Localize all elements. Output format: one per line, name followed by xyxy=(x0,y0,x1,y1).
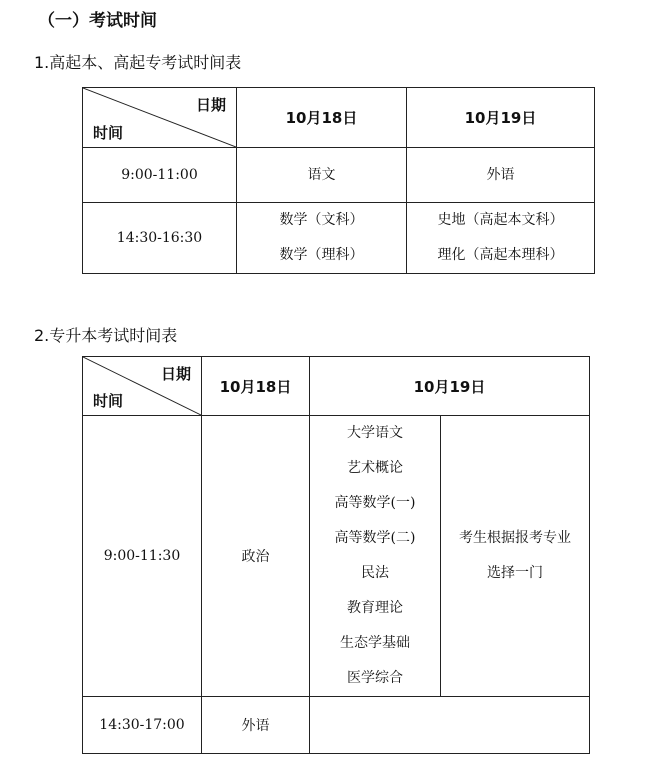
date-header-2: 10月19日 xyxy=(407,88,595,148)
subject-cell: 政治 xyxy=(202,416,310,697)
subject-text: 民法 xyxy=(361,565,389,581)
corner-header-cell xyxy=(83,88,237,148)
corner-date-label: 日期 xyxy=(160,365,191,383)
note-text: 考生根据报考专业 xyxy=(459,530,571,546)
subject-text: 数学（文科） xyxy=(279,212,364,228)
corner-header-cell xyxy=(83,357,202,416)
date-header-2: 10月19日 xyxy=(310,357,590,416)
subject-text: 教育理论 xyxy=(347,600,403,616)
date-header-1: 10月18日 xyxy=(202,357,310,416)
exam-schedule-table-1 xyxy=(82,87,595,274)
time-cell: 9:00-11:00 xyxy=(83,148,237,203)
subject-text: 语文 xyxy=(307,166,336,183)
subject-cell: 外语 xyxy=(202,697,310,754)
subject-text: 大学语文 xyxy=(347,425,403,441)
section-heading: （一）考试时间 xyxy=(38,11,157,31)
note-cell xyxy=(441,416,590,697)
exam-schedule-table-2 xyxy=(82,356,590,754)
subject-cell xyxy=(407,148,595,203)
time-cell: 14:30-17:00 xyxy=(83,697,202,754)
subject-list-cell xyxy=(310,416,441,697)
subject-text: 理化（高起本理科） xyxy=(437,247,564,263)
table1-title: 1.高起本、高起专考试时间表 xyxy=(34,53,242,72)
time-cell: 9:00-11:30 xyxy=(83,416,202,697)
empty-cell xyxy=(310,697,590,754)
subject-cell xyxy=(237,148,407,203)
corner-time-label: 时间 xyxy=(93,124,124,142)
time-cell: 14:30-16:30 xyxy=(83,203,237,274)
subject-text: 高等数学(一) xyxy=(334,495,416,511)
note-text: 选择一门 xyxy=(487,565,543,581)
subject-text: 数学（理科） xyxy=(279,247,364,263)
subject-text: 外语 xyxy=(486,166,515,183)
subject-cell xyxy=(407,203,595,274)
table2-title: 2.专升本考试时间表 xyxy=(34,326,178,345)
subject-cell xyxy=(237,203,407,274)
date-header-1: 10月18日 xyxy=(237,88,407,148)
subject-text: 史地（高起本文科） xyxy=(437,212,564,228)
corner-date-label: 日期 xyxy=(195,96,226,114)
subject-text: 医学综合 xyxy=(347,670,403,686)
corner-time-label: 时间 xyxy=(93,392,124,410)
subject-text: 艺术概论 xyxy=(347,460,403,476)
subject-text: 高等数学(二) xyxy=(334,530,416,546)
subject-text: 生态学基础 xyxy=(340,635,410,651)
